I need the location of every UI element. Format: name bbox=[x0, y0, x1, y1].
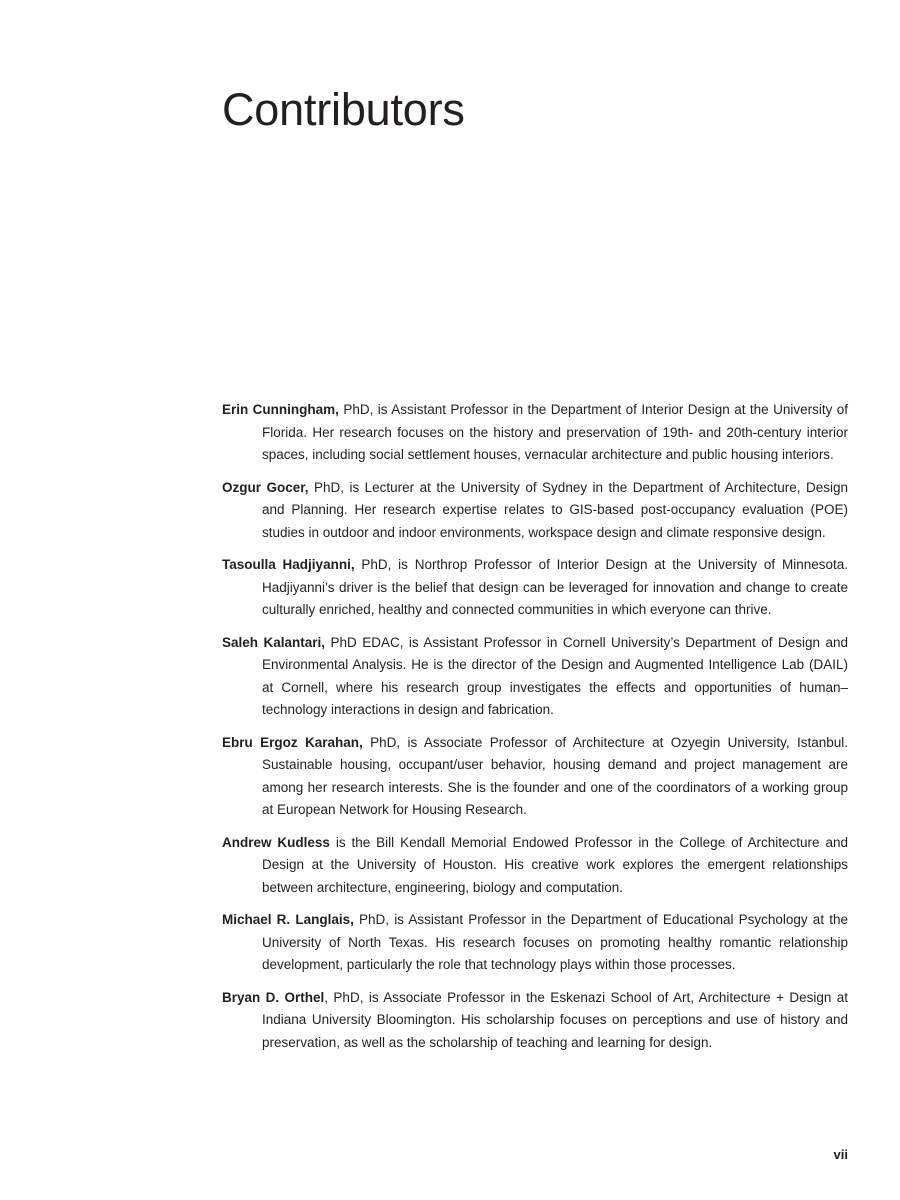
contributor-entry bbox=[222, 987, 848, 1055]
contributor-bio: is the Bill Kendall Memorial Endowed Professor in the College of Architecture and Design at the University of Houston. His creative work explores the emergent relationships between architecture, engineering, biology and computation. bbox=[262, 834, 848, 895]
contributor-list bbox=[222, 399, 848, 1064]
contributor-bio: PhD, is Assistant Professor in the Department of Educational Psychology at the University of North Texas. His research focuses on promoting healthy romantic relationship development, particularly the role that technology plays within those processes. bbox=[262, 912, 848, 972]
contributor-bio: PhD, is Associate Professor of Architecture at Ozyegin University, Istanbul. Sustainable housing, occupant/user behavior, housing demand and project management are among her research interests. She is the founder and one of the coordinators of a working group at European Network for Housing Research. bbox=[262, 734, 848, 817]
page-title: Contributors bbox=[222, 84, 465, 135]
page-number: vii bbox=[833, 1147, 848, 1162]
contributor-name: Bryan D. Orthel bbox=[222, 989, 325, 1005]
contributor-bio: PhD EDAC, is Assistant Professor in Cornell University’s Department of Design and Environmental Analysis. He is the director of the Design and Augmented Intelligence Lab (DAIL) at Cornell, where his research group investigates the effects and opportunities of human–technology interactions in design and fabrication. bbox=[262, 634, 849, 717]
contributor-name: Ozgur Gocer, bbox=[222, 479, 309, 495]
contributor-name: Michael R. Langlais, bbox=[222, 912, 354, 927]
contributor-bio: PhD, is Lecturer at the University of Sydney in the Department of Architecture, Design and Planning. Her research expertise relates to GIS-based post-occupancy evaluation (POE) studies in outdoor and indoor environments, workspace design and climate responsive design. bbox=[262, 479, 848, 540]
contributor-name: Erin Cunningham, bbox=[222, 402, 339, 417]
contributor-entry bbox=[222, 632, 848, 722]
contributor-name: Andrew Kudless bbox=[222, 834, 330, 850]
contributor-bio: , PhD, is Associate Professor in the Eskenazi School of Art, Architecture + Design at Indiana University Bloomington. His scholarship focuses on perceptions and use of history and preservation, as well as the scholarship of teaching and learning for design. bbox=[262, 989, 848, 1050]
contributor-entry bbox=[222, 554, 848, 622]
contributor-entry bbox=[222, 732, 848, 822]
contributor-entry bbox=[222, 909, 848, 977]
contributor-name: Saleh Kalantari, bbox=[222, 634, 326, 650]
contributor-entry bbox=[222, 832, 848, 900]
contributor-name: Tasoulla Hadjiyanni, bbox=[222, 557, 355, 572]
contributor-bio: PhD, is Northrop Professor of Interior Design at the University of Minnesota. Hadjiyanni’s driver is the belief that design can be leveraged for innovation and change to create culturally enriched, healthy and connected communities in which everyone can thrive. bbox=[262, 557, 848, 617]
contributor-bio: PhD, is Assistant Professor in the Department of Interior Design at the University of Florida. Her research focuses on the history and preservation of 19th- and 20th-century interior spaces, including social settlement houses, vernacular architecture and public housing interiors. bbox=[262, 402, 849, 462]
contributor-name: Ebru Ergoz Karahan, bbox=[222, 734, 363, 750]
contributor-entry bbox=[222, 399, 848, 467]
contributor-entry bbox=[222, 477, 848, 545]
